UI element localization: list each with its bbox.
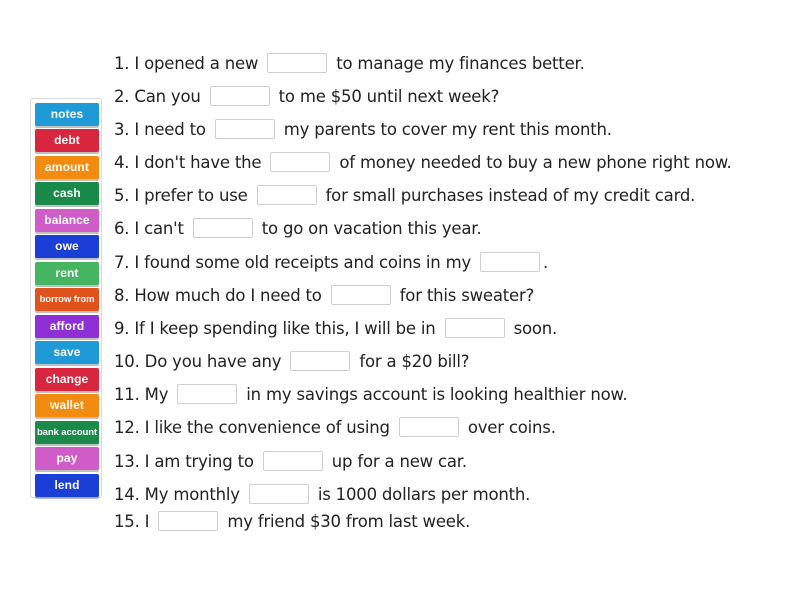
answer-blank[interactable] — [331, 285, 391, 305]
answer-blank[interactable] — [249, 484, 309, 504]
sentence-text-after: is 1000 dollars per month. — [317, 484, 531, 504]
sentence-7 — [114, 250, 548, 274]
sentence-text-before: 6. I can't — [114, 218, 184, 238]
sentence-text-before: 15. I — [114, 511, 150, 531]
sentence-text-after: to me $50 until next week? — [278, 86, 500, 106]
tile-bank-account[interactable]: bank account — [35, 421, 99, 444]
tile-save[interactable]: save — [35, 341, 99, 364]
sentence-text-before: 8. How much do I need to — [114, 285, 322, 305]
sentence-text-before: 13. I am trying to — [114, 451, 254, 471]
sentence-3 — [114, 117, 612, 141]
answer-blank[interactable] — [257, 185, 317, 205]
sentence-text-after: my friend $30 from last week. — [227, 511, 471, 531]
answer-blank[interactable] — [177, 384, 237, 404]
sentence-10 — [114, 349, 469, 373]
sentence-text-after: of money needed to buy a new phone right now. — [339, 152, 732, 172]
sentence-14 — [114, 482, 530, 506]
sentence-8 — [114, 283, 534, 307]
answer-blank[interactable] — [445, 318, 505, 338]
sentence-1 — [114, 51, 585, 75]
sentence-text-before: 2. Can you — [114, 86, 201, 106]
tile-change[interactable]: change — [35, 368, 99, 391]
sentence-text-before: 3. I need to — [114, 119, 206, 139]
tile-lend[interactable]: lend — [35, 474, 99, 497]
sentence-text-after: to manage my finances better. — [336, 53, 585, 73]
tile-balance[interactable]: balance — [35, 209, 99, 232]
sentence-15 — [114, 509, 470, 533]
tile-rent[interactable]: rent — [35, 262, 99, 285]
answer-blank[interactable] — [399, 417, 459, 437]
sentence-2 — [114, 84, 499, 108]
sentence-text-before: 5. I prefer to use — [114, 185, 248, 205]
answer-blank[interactable] — [270, 152, 330, 172]
sentence-text-after: for this sweater? — [399, 285, 535, 305]
tile-notes[interactable]: notes — [35, 103, 99, 126]
sentence-4 — [114, 150, 732, 174]
tile-owe[interactable]: owe — [35, 235, 99, 258]
sentence-text-after: over coins. — [467, 417, 556, 437]
sentence-13 — [114, 449, 467, 473]
sentence-text-after: for a $20 bill? — [359, 351, 470, 371]
sentence-9 — [114, 316, 557, 340]
sentence-5 — [114, 183, 695, 207]
sentence-text-before: 1. I opened a new — [114, 53, 259, 73]
answer-blank[interactable] — [215, 119, 275, 139]
tile-afford[interactable]: afford — [35, 315, 99, 338]
sentence-text-after: in my savings account is looking healthier now. — [246, 384, 628, 404]
sentence-text-before: 11. My — [114, 384, 169, 404]
answer-blank[interactable] — [158, 511, 218, 531]
sentence-text-before: 12. I like the convenience of using — [114, 417, 390, 437]
sentence-text-before: 7. I found some old receipts and coins in my — [114, 252, 472, 272]
tile-cash[interactable]: cash — [35, 182, 99, 205]
sentence-12 — [114, 415, 556, 439]
sentence-text-after: my parents to cover my rent this month. — [283, 119, 612, 139]
answer-blank[interactable] — [480, 252, 540, 272]
tile-debt[interactable]: debt — [35, 129, 99, 152]
sentence-text-after: soon. — [513, 318, 558, 338]
tile-amount[interactable]: amount — [35, 156, 99, 179]
sentence-text-before: 14. My monthly — [114, 484, 240, 504]
tile-pay[interactable]: pay — [35, 447, 99, 470]
tile-borrow-from[interactable]: borrow from — [35, 288, 99, 311]
answer-blank[interactable] — [263, 451, 323, 471]
answer-blank[interactable] — [193, 218, 253, 238]
sentence-11 — [114, 382, 627, 406]
sentence-text-after: . — [543, 252, 549, 272]
sentence-text-after: for small purchases instead of my credit card. — [325, 185, 696, 205]
sentence-text-after: to go on vacation this year. — [261, 218, 482, 238]
sentence-text-after: up for a new car. — [331, 451, 467, 471]
sentence-text-before: 10. Do you have any — [114, 351, 282, 371]
answer-blank[interactable] — [210, 86, 270, 106]
sentence-text-before: 4. I don't have the — [114, 152, 262, 172]
sentence-text-before: 9. If I keep spending like this, I will be in — [114, 318, 436, 338]
sentence-6 — [114, 216, 481, 240]
answer-blank[interactable] — [290, 351, 350, 371]
answer-blank[interactable] — [267, 53, 327, 73]
word-bank — [30, 98, 102, 498]
tile-wallet[interactable]: wallet — [35, 394, 99, 417]
